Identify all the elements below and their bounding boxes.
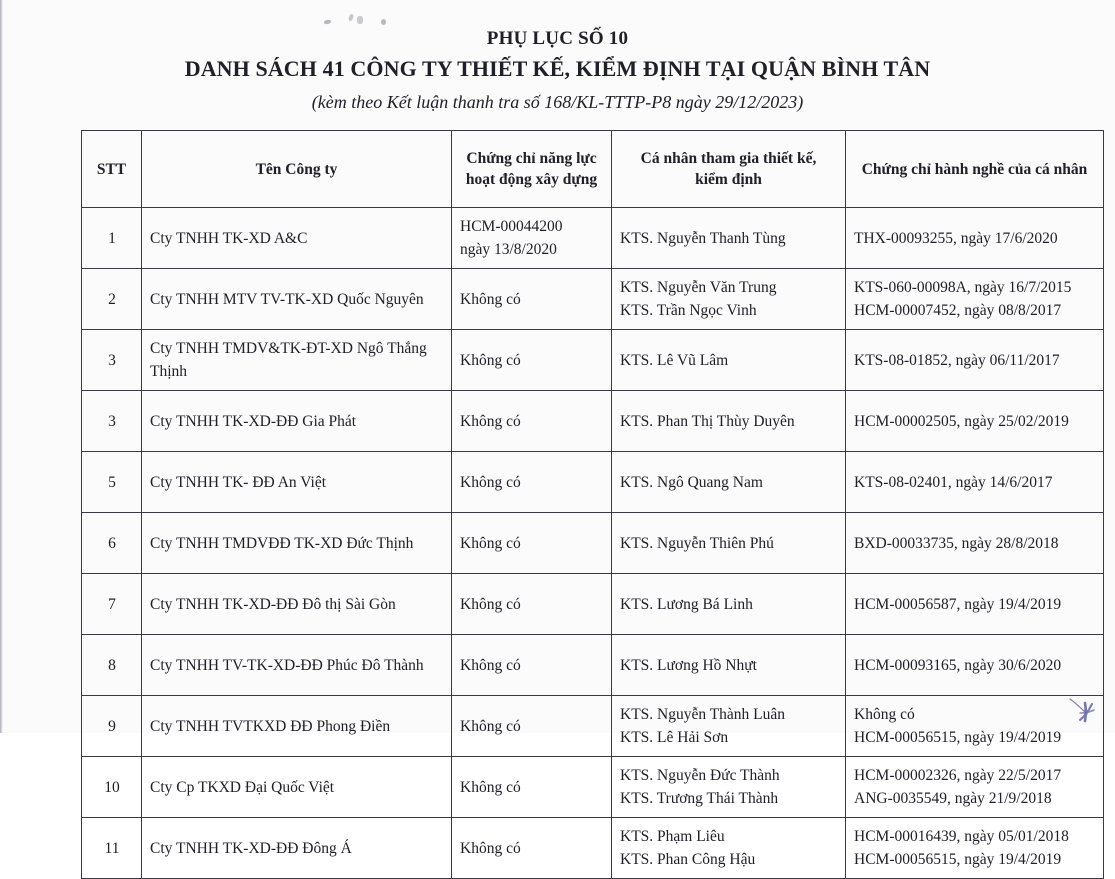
cell-stt: 2 xyxy=(82,269,142,330)
cell-capacity-certificate-line1: HCM-00044200 xyxy=(460,218,563,235)
cell-practice-certificate-line1: HCM-00002505, ngày 25/02/2019 xyxy=(854,412,1069,430)
cell-company-line1: Cty TNHH TVTKXD ĐĐ Phong Điền xyxy=(150,717,391,735)
table-row xyxy=(82,391,1104,452)
cell-individuals-line1: KTS. Lương Hồ Nhựt xyxy=(620,656,757,674)
cell-individuals xyxy=(612,818,846,879)
cell-capacity-certificate xyxy=(452,513,612,574)
cell-capacity-certificate xyxy=(452,574,612,635)
table-body xyxy=(82,208,1104,879)
cell-individuals-line1: KTS. Lê Vũ Lâm xyxy=(620,351,729,369)
document-heading xyxy=(0,26,1115,115)
cell-capacity-certificate xyxy=(452,269,612,330)
column-header-capacity-certificate xyxy=(452,131,612,208)
cell-capacity-certificate xyxy=(452,757,612,818)
cell-individuals xyxy=(612,208,846,269)
cell-practice-certificate xyxy=(846,513,1104,574)
cell-practice-certificate xyxy=(846,330,1104,391)
column-header-practice-certificate: Chứng chỉ hành nghề của cá nhân xyxy=(846,131,1104,208)
scan-speck xyxy=(357,16,363,24)
column-header-individuals-line1: Cá nhân tham gia thiết kế, xyxy=(640,150,817,167)
table-row xyxy=(82,757,1104,818)
ink-signature-mark xyxy=(1068,693,1102,727)
cell-practice-certificate-line2: HCM-00056515, ngày 19/4/2019 xyxy=(854,851,1062,868)
cell-stt: 7 xyxy=(82,574,142,635)
cell-individuals-line1: KTS. Phan Thị Thùy Duyên xyxy=(620,412,795,430)
cell-company xyxy=(142,208,452,269)
table-row xyxy=(82,269,1104,330)
cell-practice-certificate-line2: ANG-0035549, ngày 21/9/2018 xyxy=(854,790,1052,807)
cell-capacity-certificate xyxy=(452,391,612,452)
scan-speck xyxy=(324,20,331,25)
column-header-stt: STT xyxy=(82,131,142,208)
cell-capacity-certificate xyxy=(452,696,612,757)
cell-individuals xyxy=(612,574,846,635)
cell-practice-certificate xyxy=(846,269,1104,330)
cell-company xyxy=(142,330,452,391)
cell-stt: 3 xyxy=(82,391,142,452)
cell-individuals-line1: KTS. Nguyễn Văn Trung xyxy=(620,279,777,296)
cell-individuals-line2: KTS. Trương Thái Thành xyxy=(620,790,779,807)
cell-company xyxy=(142,513,452,574)
cell-capacity-certificate xyxy=(452,818,612,879)
column-header-individuals-line2: kiểm định xyxy=(695,171,762,188)
cell-practice-certificate xyxy=(846,391,1104,452)
cell-individuals-line2: KTS. Trần Ngọc Vinh xyxy=(620,302,757,319)
cell-capacity-certificate-line1: Không có xyxy=(460,351,521,369)
table-row xyxy=(82,330,1104,391)
cell-individuals xyxy=(612,757,846,818)
cell-practice-certificate-line1: HCM-00056587, ngày 19/4/2019 xyxy=(854,595,1062,613)
cell-stt: 6 xyxy=(82,513,142,574)
cell-company-line1: Cty TNHH TV-TK-XD-ĐĐ Phúc Đô Thành xyxy=(150,656,424,674)
table-row xyxy=(82,208,1104,269)
table-header-row xyxy=(82,131,1104,208)
column-header-capacity-certificate-line2: hoạt động xây dựng xyxy=(465,171,598,188)
table-header xyxy=(82,131,1104,208)
cell-company-line1: Cty TNHH TMDVĐĐ TK-XD Đức Thịnh xyxy=(150,534,414,552)
cell-practice-certificate-line1: HCM-00002326, ngày 22/5/2017 xyxy=(854,767,1062,784)
cell-individuals-line1: KTS. Lương Bá Linh xyxy=(620,595,753,613)
cell-company xyxy=(142,818,452,879)
cell-individuals-line1: KTS. Nguyễn Thanh Tùng xyxy=(620,229,786,247)
cell-company xyxy=(142,757,452,818)
cell-company xyxy=(142,269,452,330)
cell-individuals xyxy=(612,452,846,513)
cell-individuals xyxy=(612,391,846,452)
cell-individuals-line2: KTS. Lê Hải Sơn xyxy=(620,729,729,746)
document-subtitle: (kèm theo Kết luận thanh tra số 168/KL-TTTP-P8 ngày 29/12/2023) xyxy=(311,92,804,112)
cell-stt: 9 xyxy=(82,696,142,757)
cell-practice-certificate-line1: HCM-00093165, ngày 30/6/2020 xyxy=(854,656,1062,674)
column-header-individuals xyxy=(612,131,846,208)
table-row xyxy=(82,635,1104,696)
cell-capacity-certificate-line1: Không có xyxy=(460,717,521,735)
cell-individuals xyxy=(612,513,846,574)
cell-practice-certificate-line1: KTS-08-02401, ngày 14/6/2017 xyxy=(854,473,1053,491)
cell-company-line1: Cty Cp TKXD Đại Quốc Việt xyxy=(150,778,335,796)
cell-practice-certificate xyxy=(846,574,1104,635)
cell-company-line1: Cty TNHH TK-XD-ĐĐ Đông Á xyxy=(150,839,352,857)
cell-individuals xyxy=(612,269,846,330)
cell-individuals xyxy=(612,696,846,757)
cell-individuals xyxy=(612,635,846,696)
cell-practice-certificate-line2: HCM-00007452, ngày 08/8/2017 xyxy=(854,302,1062,319)
scan-speck xyxy=(348,14,354,22)
cell-individuals-line1: KTS. Nguyễn Đức Thành xyxy=(620,767,780,784)
cell-practice-certificate-line1: HCM-00016439, ngày 05/01/2018 xyxy=(854,828,1069,845)
cell-individuals-line1: KTS. Phạm Liêu xyxy=(620,828,725,845)
column-header-company: Tên Công ty xyxy=(142,131,452,208)
cell-company-line1: Cty TNHH TK-XD-ĐĐ Đô thị Sài Gòn xyxy=(150,595,396,613)
cell-capacity-certificate-line1: Không có xyxy=(460,839,521,857)
scan-speck xyxy=(381,19,386,25)
cell-capacity-certificate-line2: ngày 13/8/2020 xyxy=(460,241,557,258)
cell-capacity-certificate-line1: Không có xyxy=(460,656,521,674)
table-row xyxy=(82,574,1104,635)
cell-capacity-certificate xyxy=(452,330,612,391)
cell-company xyxy=(142,574,452,635)
cell-capacity-certificate-line1: Không có xyxy=(460,595,521,613)
cell-individuals-line1: KTS. Nguyễn Thiên Phú xyxy=(620,534,774,552)
cell-company-line1: Cty TNHH TK-XD-ĐĐ Gia Phát xyxy=(150,412,357,430)
company-listing-table-wrapper xyxy=(81,130,1088,879)
cell-practice-certificate xyxy=(846,818,1104,879)
cell-capacity-certificate-line1: Không có xyxy=(460,473,521,491)
cell-stt: 3 xyxy=(82,330,142,391)
cell-company-line1: Cty TNHH TK-XD A&C xyxy=(150,229,308,247)
cell-company xyxy=(142,391,452,452)
table-row xyxy=(82,452,1104,513)
cell-company-line2: Thịnh xyxy=(150,363,188,380)
cell-practice-certificate-line1: BXD-00033735, ngày 28/8/2018 xyxy=(854,534,1059,552)
cell-company-line1: Cty TNHH TMDV&TK-ĐT-XD Ngô Thắng xyxy=(150,340,427,357)
cell-practice-certificate xyxy=(846,696,1104,757)
company-listing-table xyxy=(81,130,1104,879)
cell-practice-certificate-line1: Không có xyxy=(854,706,915,723)
cell-practice-certificate xyxy=(846,208,1104,269)
cell-capacity-certificate xyxy=(452,635,612,696)
cell-practice-certificate-line1: THX-00093255, ngày 17/6/2020 xyxy=(854,229,1058,247)
cell-stt: 1 xyxy=(82,208,142,269)
appendix-number: PHỤ LỤC SỐ 10 xyxy=(486,28,629,49)
cell-individuals-line1: KTS. Nguyễn Thành Luân xyxy=(620,706,786,723)
cell-company xyxy=(142,696,452,757)
cell-capacity-certificate-line1: Không có xyxy=(460,290,521,308)
cell-stt: 10 xyxy=(82,757,142,818)
cell-capacity-certificate xyxy=(452,452,612,513)
cell-company xyxy=(142,635,452,696)
table-row xyxy=(82,696,1104,757)
cell-capacity-certificate xyxy=(452,208,612,269)
table-row xyxy=(82,818,1104,879)
cell-practice-certificate-line2: HCM-00056515, ngày 19/4/2019 xyxy=(854,729,1062,746)
cell-individuals-line1: KTS. Ngô Quang Nam xyxy=(620,473,763,491)
cell-stt: 5 xyxy=(82,452,142,513)
page-title: DANH SÁCH 41 CÔNG TY THIẾT KẾ, KIỂM ĐỊNH TẠI QUẬN BÌNH TÂN xyxy=(184,56,931,81)
cell-stt: 11 xyxy=(82,818,142,879)
cell-capacity-certificate-line1: Không có xyxy=(460,778,521,796)
table-row xyxy=(82,513,1104,574)
cell-company-line1: Cty TNHH TK- ĐĐ An Việt xyxy=(150,473,327,491)
cell-company xyxy=(142,452,452,513)
cell-practice-certificate xyxy=(846,635,1104,696)
column-header-capacity-certificate-line1: Chứng chỉ năng lực xyxy=(466,150,597,167)
cell-company-line1: Cty TNHH MTV TV-TK-XD Quốc Nguyên xyxy=(150,290,424,308)
cell-practice-certificate-line1: KTS-060-00098A, ngày 16/7/2015 xyxy=(854,279,1072,296)
cell-capacity-certificate-line1: Không có xyxy=(460,534,521,552)
cell-practice-certificate-line1: KTS-08-01852, ngày 06/11/2017 xyxy=(854,351,1060,369)
cell-individuals xyxy=(612,330,846,391)
cell-individuals-line2: KTS. Phan Công Hậu xyxy=(620,851,756,868)
cell-capacity-certificate-line1: Không có xyxy=(460,412,521,430)
cell-practice-certificate xyxy=(846,757,1104,818)
cell-stt: 8 xyxy=(82,635,142,696)
cell-practice-certificate xyxy=(846,452,1104,513)
